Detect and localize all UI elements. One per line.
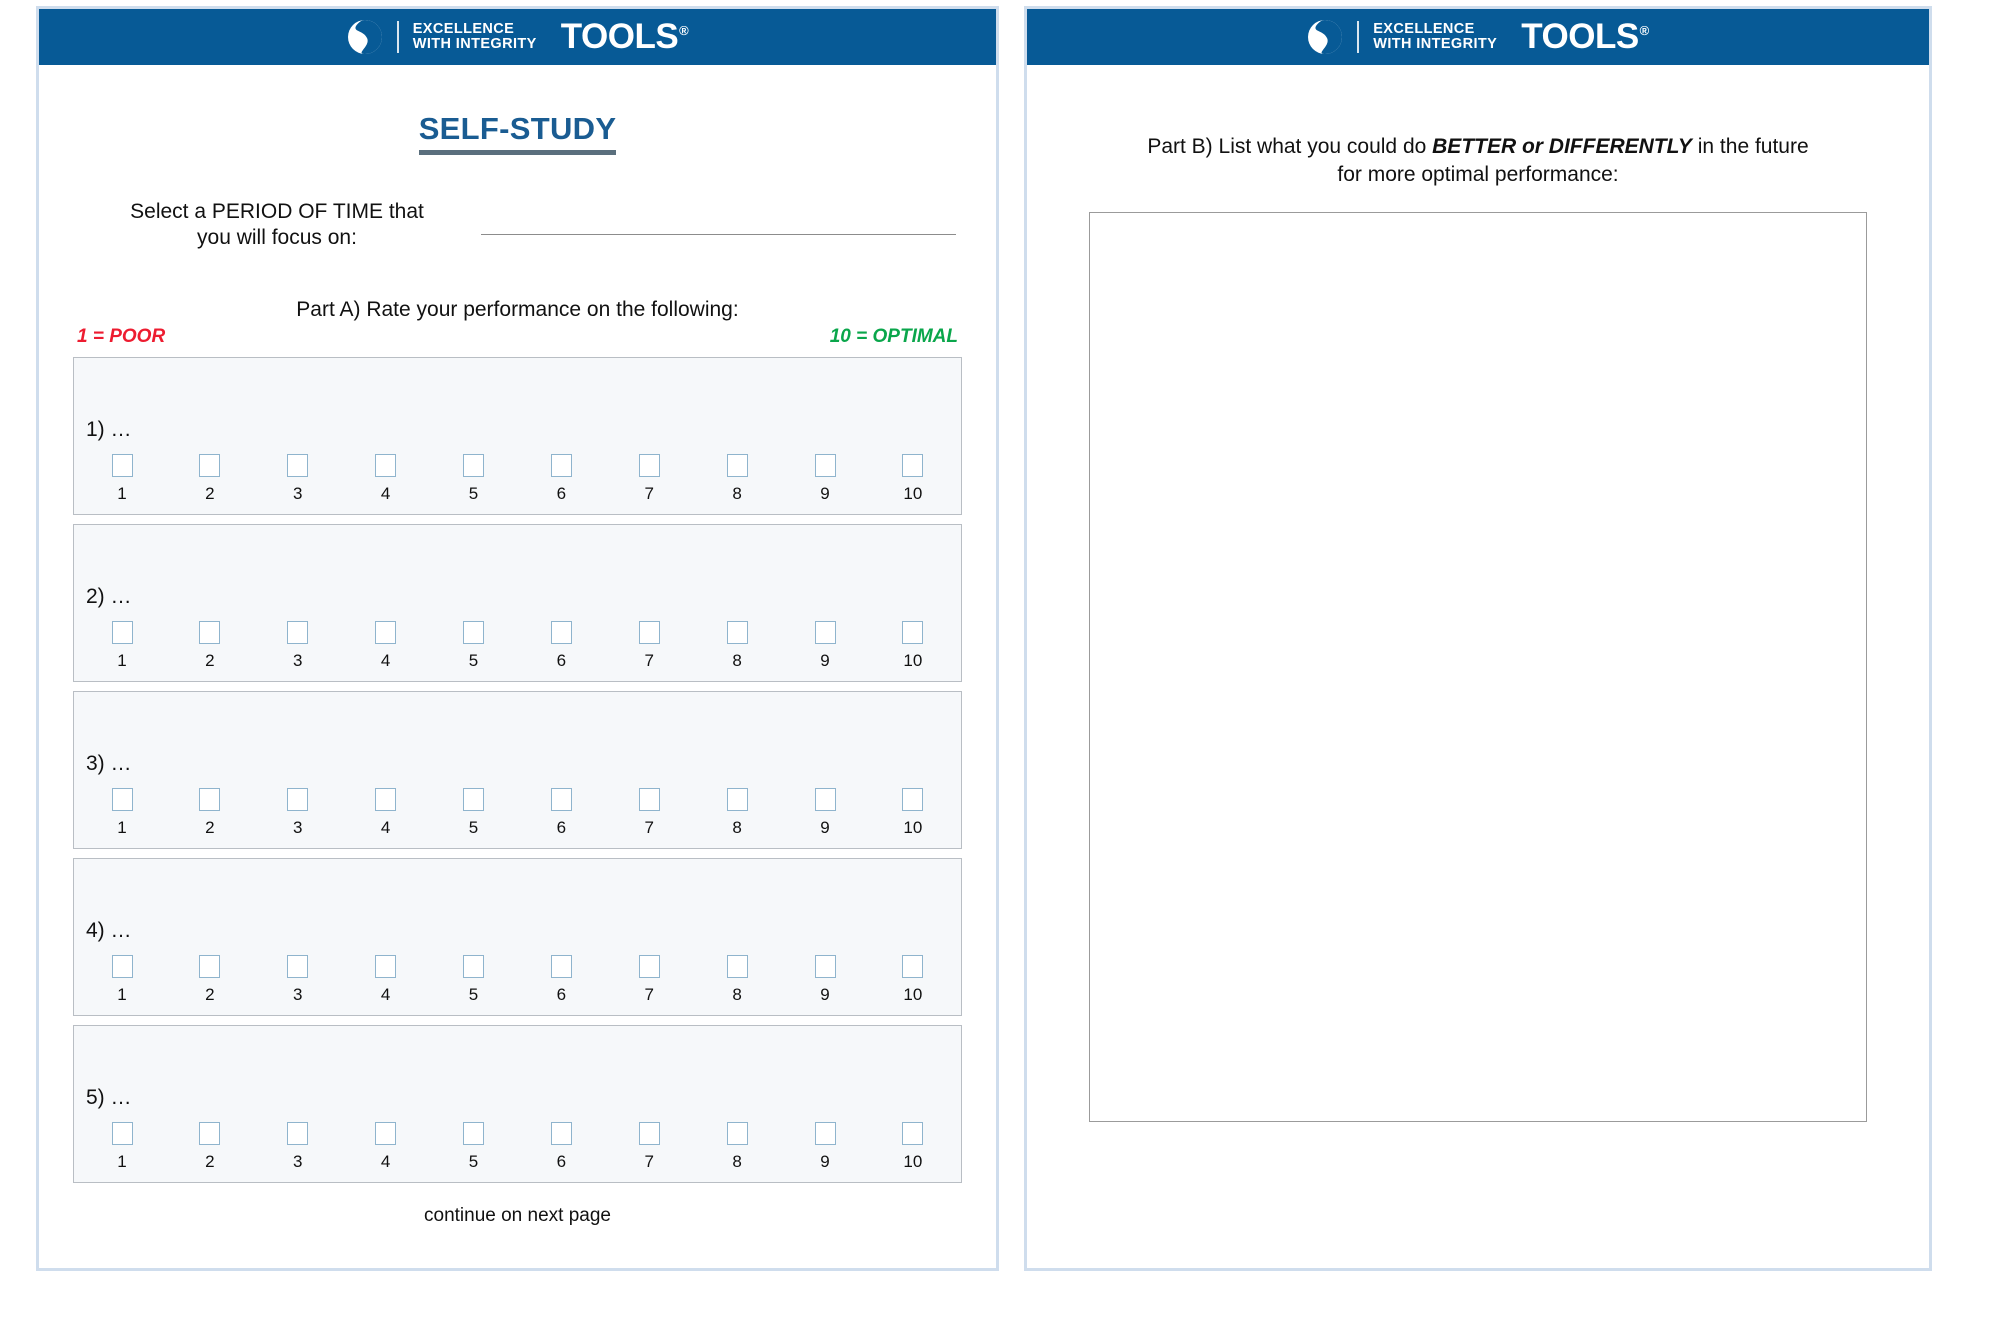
scale-option[interactable]	[535, 955, 587, 1005]
rating-row	[73, 524, 962, 682]
scale-checkbox[interactable]	[199, 621, 220, 644]
scale-number: 8	[732, 1151, 742, 1171]
scale-number: 10	[903, 650, 923, 670]
scale-checkbox[interactable]	[112, 454, 133, 477]
scale-option[interactable]	[448, 788, 500, 838]
brand-divider	[397, 21, 399, 53]
rating-row	[73, 1025, 962, 1183]
scale-checkbox[interactable]	[815, 1122, 836, 1145]
scale-checkbox[interactable]	[815, 621, 836, 644]
rating-row-label: 5) …	[86, 1085, 132, 1109]
brand-tagline-right	[1373, 22, 1497, 52]
scale-option[interactable]	[623, 621, 675, 671]
brand-wordmark-text: TOOLS	[560, 17, 679, 56]
scale-checkbox[interactable]	[902, 454, 923, 477]
scale-checkbox[interactable]	[199, 955, 220, 978]
period-of-time-label	[73, 199, 473, 252]
scale-option[interactable]	[887, 1122, 939, 1172]
scale-option[interactable]	[887, 955, 939, 1005]
scale-option[interactable]	[887, 788, 939, 838]
scale-option[interactable]	[799, 1122, 851, 1172]
scale-number: 2	[205, 483, 215, 503]
scale-checkbox[interactable]	[463, 955, 484, 978]
scale-checkbox[interactable]	[112, 955, 133, 978]
scale-option[interactable]	[711, 454, 763, 504]
rating-rows-container	[73, 357, 962, 1183]
scale-number: 1	[117, 817, 127, 837]
legend-optimal: 10 = OPTIMAL	[829, 325, 958, 347]
registered-trademark-icon: ®	[679, 23, 689, 39]
scale-checkbox[interactable]	[639, 955, 660, 978]
scale-option[interactable]	[272, 955, 324, 1005]
rating-row-label: 4) …	[86, 918, 132, 942]
part-a-heading: Part A) Rate your performance on the following:	[296, 297, 739, 321]
scale-option[interactable]	[184, 788, 236, 838]
scale-number: 10	[903, 817, 923, 837]
scale-checkbox[interactable]	[902, 621, 923, 644]
rating-row-label: 3) …	[86, 751, 132, 775]
scale-number: 2	[205, 817, 215, 837]
scale-number: 9	[820, 483, 830, 503]
scale-option[interactable]	[535, 788, 587, 838]
scale-option[interactable]	[448, 454, 500, 504]
brand-tagline-line1: EXCELLENCE	[412, 21, 515, 38]
scale-option[interactable]	[272, 621, 324, 671]
rating-scale	[96, 454, 939, 504]
period-of-time-row	[73, 199, 962, 252]
scale-number: 3	[293, 984, 303, 1004]
continue-note: continue on next page	[424, 1204, 611, 1226]
scale-number: 10	[903, 483, 923, 503]
page-title: SELF-STUDY	[419, 111, 617, 155]
scale-option[interactable]	[448, 1122, 500, 1172]
scale-option[interactable]	[96, 621, 148, 671]
rating-scale	[96, 621, 939, 671]
yin-yang-circle-icon	[1307, 19, 1343, 55]
left-page-body	[39, 111, 996, 1314]
scale-checkbox[interactable]	[902, 788, 923, 811]
scale-number: 1	[117, 483, 127, 503]
scale-checkbox[interactable]	[815, 454, 836, 477]
scale-checkbox[interactable]	[463, 1122, 484, 1145]
scale-number: 3	[293, 483, 303, 503]
rating-row	[73, 858, 962, 1016]
scale-number: 10	[903, 1151, 923, 1171]
scale-legend	[73, 326, 962, 348]
scale-option[interactable]	[799, 454, 851, 504]
scale-checkbox[interactable]	[639, 1122, 660, 1145]
scale-number: 3	[293, 817, 303, 837]
scale-number: 7	[644, 984, 654, 1004]
scale-number: 5	[468, 1151, 479, 1171]
part-b-text-post: in the future	[1691, 135, 1809, 158]
scale-option[interactable]	[184, 621, 236, 671]
brand-wordmark-text: TOOLS	[1521, 17, 1639, 56]
scale-number: 9	[820, 1151, 830, 1171]
part-b-emphasis: BETTER or DIFFERENTLY	[1432, 135, 1692, 158]
scale-number: 5	[468, 984, 479, 1004]
scale-option[interactable]	[184, 1122, 236, 1172]
scale-checkbox[interactable]	[375, 955, 396, 978]
scale-number: 2	[205, 984, 215, 1004]
scale-number: 4	[380, 650, 391, 670]
scale-number: 6	[556, 817, 567, 837]
scale-checkbox[interactable]	[727, 621, 748, 644]
scale-number: 1	[117, 1151, 127, 1171]
scale-checkbox[interactable]	[287, 955, 308, 978]
scale-checkbox[interactable]	[287, 1122, 308, 1145]
scale-option[interactable]	[96, 955, 148, 1005]
scale-checkbox[interactable]	[199, 788, 220, 811]
scale-checkbox[interactable]	[551, 454, 572, 477]
brand-lockup-left	[347, 17, 689, 57]
scale-option[interactable]	[535, 621, 587, 671]
scale-checkbox[interactable]	[112, 621, 133, 644]
scale-checkbox[interactable]	[375, 788, 396, 811]
brand-header-bar-left	[39, 9, 996, 65]
scale-option[interactable]	[360, 1122, 412, 1172]
scale-option[interactable]	[184, 955, 236, 1005]
scale-checkbox[interactable]	[463, 454, 484, 477]
scale-number: 7	[644, 483, 654, 503]
brand-tagline-line1: EXCELLENCE	[1373, 21, 1475, 38]
scale-checkbox[interactable]	[727, 1122, 748, 1145]
scale-option[interactable]	[887, 454, 939, 504]
scale-checkbox[interactable]	[639, 454, 660, 477]
brand-lockup-right	[1307, 17, 1649, 57]
rating-scale	[96, 1122, 939, 1172]
scale-option[interactable]	[272, 788, 324, 838]
scale-checkbox[interactable]	[727, 788, 748, 811]
brand-wordmark-left	[561, 17, 689, 57]
scale-number: 9	[820, 650, 830, 670]
scale-option[interactable]	[623, 955, 675, 1005]
scale-option[interactable]	[272, 1122, 324, 1172]
scale-option[interactable]	[448, 621, 500, 671]
scale-number: 9	[820, 817, 830, 837]
scale-option[interactable]	[96, 1122, 148, 1172]
scale-option[interactable]	[360, 955, 412, 1005]
scale-number: 4	[380, 483, 391, 503]
scale-checkbox[interactable]	[727, 955, 748, 978]
brand-wordmark-right	[1521, 17, 1649, 57]
scale-number: 8	[732, 650, 742, 670]
scale-number: 7	[644, 1151, 654, 1171]
brand-tagline-line2: WITH INTEGRITY	[412, 36, 537, 52]
scale-option[interactable]	[272, 454, 324, 504]
scale-number: 8	[732, 817, 742, 837]
scale-number: 4	[380, 1151, 391, 1171]
scale-option[interactable]	[360, 788, 412, 838]
scale-number: 5	[468, 650, 479, 670]
scale-number: 6	[556, 483, 567, 503]
scale-checkbox[interactable]	[639, 621, 660, 644]
scale-option[interactable]	[96, 454, 148, 504]
part-b-heading-line2: for more optimal performance:	[1337, 163, 1619, 187]
scale-number: 6	[556, 984, 567, 1004]
rating-scale	[96, 788, 939, 838]
scale-option[interactable]	[799, 621, 851, 671]
brand-tagline-line2: WITH INTEGRITY	[1373, 36, 1498, 52]
yin-yang-circle-icon	[347, 19, 383, 55]
scale-number: 6	[556, 650, 567, 670]
scale-checkbox[interactable]	[287, 621, 308, 644]
rating-scale	[96, 955, 939, 1005]
part-b-answer-box[interactable]	[1089, 212, 1867, 1122]
scale-option[interactable]	[623, 454, 675, 504]
scale-number: 3	[293, 1151, 303, 1171]
scale-checkbox[interactable]	[287, 454, 308, 477]
scale-number: 7	[644, 650, 654, 670]
rating-row	[73, 691, 962, 849]
scale-number: 4	[380, 984, 391, 1004]
scale-checkbox[interactable]	[815, 788, 836, 811]
scale-checkbox[interactable]	[199, 1122, 220, 1145]
scale-option[interactable]	[184, 454, 236, 504]
registered-trademark-icon: ®	[1639, 23, 1649, 39]
scale-number: 7	[644, 817, 654, 837]
scale-option[interactable]	[623, 1122, 675, 1172]
scale-number: 9	[820, 984, 830, 1004]
scale-number: 4	[380, 817, 391, 837]
period-prompt-line2: you will focus on:	[197, 226, 357, 250]
scale-checkbox[interactable]	[551, 788, 572, 811]
scale-number: 8	[732, 984, 742, 1004]
scale-number: 5	[468, 483, 479, 503]
rating-row-label: 1) …	[86, 417, 132, 441]
scale-option[interactable]	[360, 621, 412, 671]
period-prompt-line1: Select a PERIOD OF TIME that	[130, 200, 424, 223]
rating-row	[73, 357, 962, 515]
scale-option[interactable]	[799, 788, 851, 838]
scale-number: 5	[468, 817, 479, 837]
page-title-wrap	[73, 111, 962, 155]
scale-checkbox[interactable]	[112, 788, 133, 811]
brand-tagline-left	[413, 22, 537, 52]
scale-option[interactable]	[711, 955, 763, 1005]
rating-row-label: 2) …	[86, 584, 132, 608]
scale-number: 8	[732, 483, 742, 503]
scale-number: 10	[903, 984, 923, 1004]
scale-option[interactable]	[535, 1122, 587, 1172]
scale-option[interactable]	[887, 621, 939, 671]
scale-checkbox[interactable]	[375, 1122, 396, 1145]
period-of-time-input[interactable]	[481, 233, 956, 235]
scale-number: 2	[205, 1151, 215, 1171]
scale-checkbox[interactable]	[287, 788, 308, 811]
scale-checkbox[interactable]	[112, 1122, 133, 1145]
scale-checkbox[interactable]	[551, 955, 572, 978]
legend-poor: 1 = POOR	[77, 325, 166, 347]
scale-checkbox[interactable]	[551, 621, 572, 644]
scale-option[interactable]	[711, 788, 763, 838]
scale-number: 3	[293, 650, 303, 670]
scale-number: 2	[205, 650, 215, 670]
scale-checkbox[interactable]	[902, 1122, 923, 1145]
scale-option[interactable]	[535, 454, 587, 504]
scale-checkbox[interactable]	[463, 621, 484, 644]
scale-number: 6	[556, 1151, 567, 1171]
scale-number: 1	[117, 984, 127, 1004]
scale-checkbox[interactable]	[815, 955, 836, 978]
scale-checkbox[interactable]	[639, 788, 660, 811]
scale-number: 1	[117, 650, 127, 670]
part-b-text-pre: Part B) List what you could do	[1147, 135, 1433, 158]
brand-header-bar-right	[1027, 9, 1929, 65]
scale-option[interactable]	[96, 788, 148, 838]
scale-checkbox[interactable]	[902, 955, 923, 978]
scale-option[interactable]	[448, 955, 500, 1005]
part-b-heading	[1089, 133, 1867, 190]
scale-option[interactable]	[360, 454, 412, 504]
scale-option[interactable]	[711, 621, 763, 671]
scale-checkbox[interactable]	[463, 788, 484, 811]
page-left	[36, 6, 999, 1271]
scale-checkbox[interactable]	[375, 454, 396, 477]
scale-option[interactable]	[711, 1122, 763, 1172]
scale-checkbox[interactable]	[375, 621, 396, 644]
right-page-body	[1027, 133, 1929, 1336]
scale-option[interactable]	[623, 788, 675, 838]
scale-checkbox[interactable]	[199, 454, 220, 477]
brand-divider	[1357, 21, 1359, 53]
page-right	[1024, 6, 1932, 1271]
scale-option[interactable]	[799, 955, 851, 1005]
scale-checkbox[interactable]	[551, 1122, 572, 1145]
scale-checkbox[interactable]	[727, 454, 748, 477]
